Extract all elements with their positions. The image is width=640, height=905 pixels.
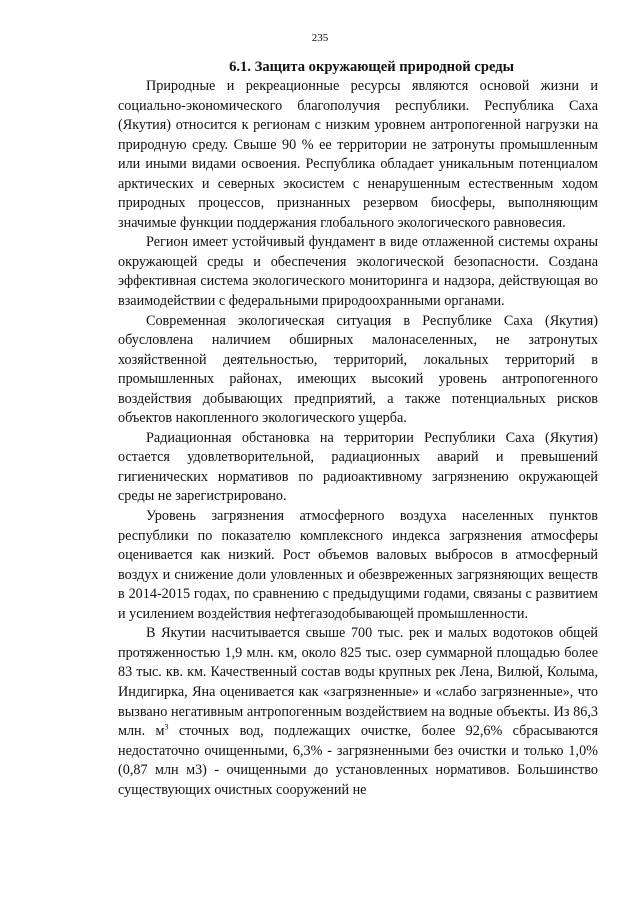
paragraph-water-resources	[118, 624, 598, 800]
cubic-meter-superscript: 3	[164, 722, 169, 732]
water-text-part-2: сточных вод, подлежащих очистке, более 92,6% сбрасываются недостаточно очищенными, 6,3% - загрязненными без очистки и только 1,0% (0,87 млн м3) - очищенными до установленных нормативов. Большинство существующих очистных сооружений не	[118, 723, 598, 798]
paragraph-air-pollution: Уровень загрязнения атмосферного воздуха населенных пунктов республики по показателю комплексного индекса загрязнения атмосферы оценивается как низкий. Рост объемов валовых выбросов в атмосферный воздух и снижение доли уловленных и обезвреженных загрязняющих веществ в 2014-2015 годах, по сравнению с предыдущими годами, связаны с развитием и усилением воздействия нефтегазодобывающей промышленности.	[118, 508, 598, 622]
paragraph-natural-resources: Природные и рекреационные ресурсы являются основой жизни и социально-экономического благополучия республики. Республика Саха (Якутия) относится к регионам с низким уровнем антропогенной нагрузки на природную среду. Свыше 90 % ее территории не затронуты промышленным или иными видами освоения. Республика обладает уникальным потенциалом арктических и северных экосистем с ненарушенным естественным ходом природных процессов, признанных резервом биосферы, выполняющим значимые функции поддержания глобального экологического равновесия.	[118, 78, 598, 231]
paragraph-environmental-protection-system: Регион имеет устойчивый фундамент в виде отлаженной системы охраны окружающей среды и обеспечения экологической безопасности. Создана эффективная система экологического мониторинга и надзора, действующая во взаимодействии с федеральными природоохранными органами.	[118, 234, 598, 310]
page-number: 235	[311, 32, 329, 44]
section-title: 6.1. Защита окружающей природной среды	[229, 59, 514, 75]
body-text	[118, 77, 598, 800]
paragraph-radiation-situation: Радиационная обстановка на территории Республики Саха (Якутия) остается удовлетворительной, радиационных аварий и превышений гигиенических нормативов по радиоактивному загрязнению окружающей среды не зарегистрировано.	[118, 429, 598, 505]
paragraph-ecological-situation: Современная экологическая ситуация в Республике Саха (Якутия) обусловлена наличием обширных малонаселенных, не затронутых хозяйственной деятельностью, территорий, локальных территорий в промышленных районах, имеющих высокий уровень антропогенного воздействия добывающих предприятий, а также потенциальных рисков объектов накопленного экологического ущерба.	[118, 312, 598, 427]
water-text-part-1: В Якутии насчитывается свыше 700 тыс. рек и малых водотоков общей протяженностью 1,9 млн. км, около 825 тыс. озер суммарной площадью более 83 тыс. кв. км. Качественный состав воды крупных рек Лена, Вилюй, Колыма, Индигирка, Яна оценивается как «загрязненные» и «слабо загрязненные», что вызвано негативным антропогенным воздействием на водные объекты. Из 86,3 млн. м	[118, 625, 598, 740]
